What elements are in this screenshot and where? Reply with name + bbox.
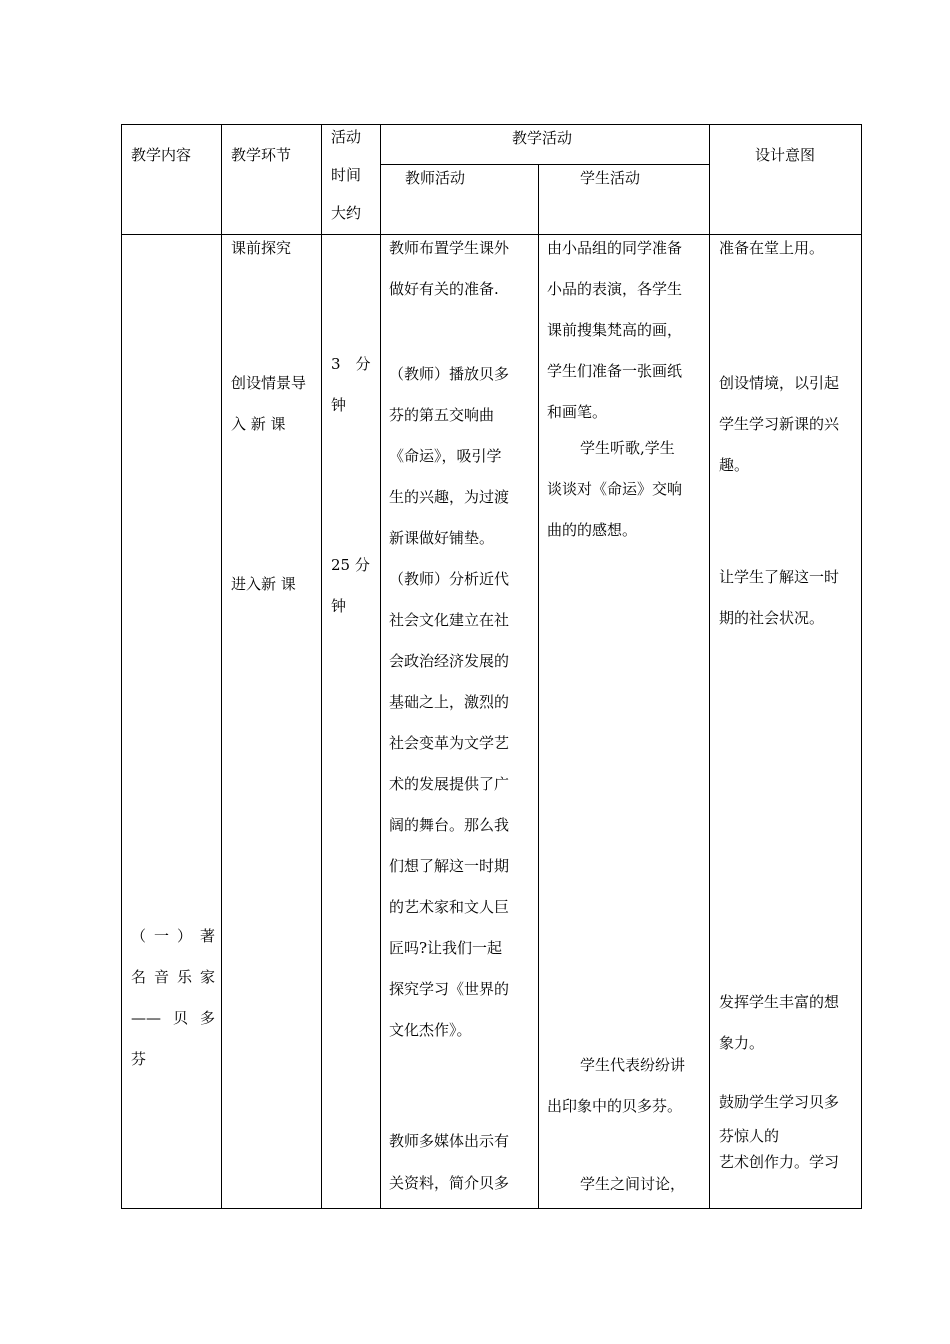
header-student: 学生活动: [580, 169, 641, 187]
col-divider-5: [709, 124, 710, 1209]
header-time: [331, 118, 361, 232]
stage-pre-class: [231, 228, 291, 269]
header-stage: 教学环节: [231, 146, 292, 164]
intent-2: [719, 363, 839, 486]
col-divider-1: [221, 124, 222, 1209]
header-time-line: 时间: [331, 166, 362, 184]
teacher-line: 关资料，简介贝多: [389, 1174, 510, 1192]
time-3-min: [331, 344, 371, 426]
header-teacher: 教师活动: [405, 169, 466, 187]
stage-intro: [231, 363, 306, 445]
teacher-line: 文化杰作》。: [389, 1021, 472, 1039]
time-line: 钟: [331, 597, 347, 615]
intent-line: 学生学习新课的兴: [719, 415, 840, 433]
header-time-line: 大约: [331, 204, 362, 222]
teacher-line: 社会文化建立在社: [389, 611, 510, 629]
intent-line: 象力。: [719, 1034, 765, 1052]
student-line: 学生们准备一张画纸: [547, 362, 683, 380]
student-line: 谈谈对《命运》交响: [547, 480, 683, 498]
time-25-min: [331, 545, 370, 627]
table-border-top: [121, 124, 862, 125]
teacher-line: 教师布置学生课外: [389, 239, 510, 257]
student-line: 小品的表演，各学生: [547, 280, 683, 298]
student-line: 课前搜集梵高的画，: [547, 321, 683, 339]
content-cell: [131, 916, 215, 1080]
stage-new-lesson: [231, 564, 296, 605]
table-border-left: [121, 124, 122, 1209]
teacher-line: （教师）播放贝多: [389, 365, 510, 383]
student-line: 出印象中的贝多芬。: [547, 1097, 683, 1115]
intent-5: [719, 1085, 839, 1179]
teacher-para-2: [389, 354, 509, 1051]
teacher-line: 的艺术家和文人巨: [389, 898, 510, 916]
teacher-line: 教师多媒体出示有: [389, 1132, 510, 1150]
col-divider-3: [380, 124, 381, 1209]
teacher-line: 新课做好铺垫。: [389, 529, 495, 547]
intent-1: [719, 228, 824, 269]
stage-line: 进入新 课: [231, 575, 296, 593]
teacher-line: 生的兴趣，为过渡: [389, 488, 510, 506]
teacher-para-1: [389, 228, 509, 310]
intent-line: 艺术创作力。学习: [719, 1153, 840, 1171]
teacher-para-3: [389, 1120, 509, 1204]
teacher-line: 会政治经济发展的: [389, 652, 510, 670]
student-line: 由小品组的同学准备: [547, 239, 683, 257]
student-line: 和画笔。: [547, 403, 608, 421]
student-para-1: [547, 228, 682, 433]
intent-line: 让学生了解这一时: [719, 568, 840, 586]
header-time-line: 活动: [331, 128, 362, 146]
intent-line: 趣。: [719, 456, 750, 474]
content-line: ——贝多: [131, 1009, 215, 1027]
intent-line: 创设情境，以引起: [719, 374, 840, 392]
teacher-line: 基础之上，激烈的: [389, 693, 510, 711]
intent-line: 准备在堂上用。: [719, 239, 825, 257]
stage-line: 入 新 课: [231, 415, 286, 433]
intent-line: 芬惊人的: [719, 1127, 780, 1145]
content-line: （一）著: [131, 927, 215, 945]
teacher-line: 阔的舞台。那么我: [389, 816, 510, 834]
teacher-line: 芬的第五交响曲: [389, 406, 495, 424]
col-divider-4: [538, 164, 539, 1209]
teacher-line: 《命运》，吸引学: [389, 447, 502, 465]
intent-line: 鼓励学生学习贝多: [719, 1093, 840, 1111]
student-para-4: [547, 1164, 685, 1205]
intent-line: 期的社会状况。: [719, 609, 825, 627]
header-activities: 教学活动: [512, 129, 573, 147]
time-line: 钟: [331, 396, 347, 414]
header-content: 教学内容: [131, 146, 192, 164]
student-para-3: [547, 1045, 685, 1127]
student-line: 学生听歌,学生: [580, 439, 675, 457]
subheader-divider: [380, 164, 710, 165]
teacher-line: 术的发展提供了广: [389, 775, 510, 793]
teacher-line: （教师）分析近代: [389, 570, 510, 588]
teacher-line: 匠吗?让我们一起: [389, 939, 503, 957]
teacher-line: 探究学习《世界的: [389, 980, 510, 998]
header-intent: 设计意图: [755, 146, 816, 164]
student-line: 学生之间讨论，: [580, 1175, 686, 1193]
content-line: 芬: [131, 1050, 147, 1068]
teacher-line: 做好有关的准备.: [389, 280, 499, 298]
teacher-line: 们想了解这一时期: [389, 857, 510, 875]
time-line: 25 分: [331, 556, 370, 574]
col-divider-2: [321, 124, 322, 1209]
content-line: 名音乐家: [131, 968, 215, 986]
teacher-line: 社会变革为文学艺: [389, 734, 510, 752]
intent-line: 发挥学生丰富的想: [719, 993, 840, 1011]
student-line: 学生代表纷纷讲: [580, 1056, 686, 1074]
stage-line: 课前探究: [231, 239, 292, 257]
table-border-right: [861, 124, 862, 1209]
intent-3: [719, 557, 839, 639]
student-line: 曲的的感想。: [547, 521, 638, 539]
student-para-2: [547, 428, 682, 551]
time-line: 3 分: [331, 355, 371, 373]
intent-4: [719, 982, 839, 1064]
table-border-bottom: [121, 1208, 862, 1209]
stage-line: 创设情景导: [231, 374, 307, 392]
